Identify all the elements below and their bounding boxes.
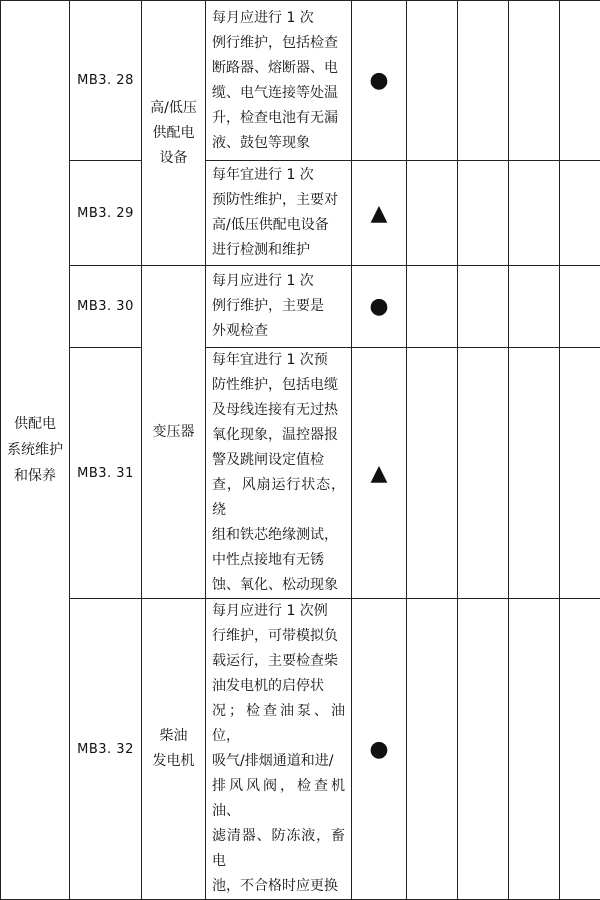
description-cell xyxy=(206,161,352,266)
description-line: 升，检查电池有无漏 xyxy=(212,106,345,131)
description-line: 况；检查油泵、油位， xyxy=(212,699,345,749)
item-code: MB3. 31 xyxy=(70,348,142,599)
description-line: 断路器、熔断器、电 xyxy=(212,56,345,81)
description-cell xyxy=(206,599,352,900)
description-cell xyxy=(206,1,352,161)
description-line: 组和铁芯绝缘测试， xyxy=(212,523,345,548)
item-code: MB3. 29 xyxy=(70,161,142,266)
description-line: 中性点接地有无锈 xyxy=(212,548,345,573)
description-line: 油发电机的启停状 xyxy=(212,674,345,699)
description-line: 吸气/排烟通道和进/ xyxy=(212,749,345,774)
recommended-mark: ▲ xyxy=(352,348,407,599)
description-line: 高/低压供配电设备 xyxy=(212,213,345,238)
description-line: 预防性维护，主要对 xyxy=(212,188,345,213)
table-row xyxy=(1,348,600,599)
description-line: 查，风扇运行状态，绕 xyxy=(212,473,345,523)
description-line: 每年宜进行 1 次 xyxy=(212,163,345,188)
description-line: 每月应进行 1 次 xyxy=(212,269,345,294)
description-line: 蚀、氧化、松动现象 xyxy=(212,573,345,598)
empty-cell xyxy=(407,1,458,161)
item-code: MB3. 30 xyxy=(70,266,142,348)
empty-cell xyxy=(407,266,458,348)
description-line: 载运行，主要检查柴 xyxy=(212,649,345,674)
description-line: 池，不合格时应更换 xyxy=(212,874,345,899)
table-row xyxy=(1,599,600,900)
device-cell xyxy=(142,266,206,599)
empty-cell xyxy=(509,1,560,161)
empty-cell xyxy=(458,348,509,599)
description-line: 滤清器、防冻液，畜电 xyxy=(212,824,345,874)
category-cell xyxy=(1,1,70,900)
empty-cell xyxy=(458,161,509,266)
description-line: 每年宜进行 1 次预 xyxy=(212,348,345,373)
empty-cell xyxy=(458,266,509,348)
empty-cell xyxy=(458,1,509,161)
description-line: 防性维护，包括电缆 xyxy=(212,373,345,398)
table-row xyxy=(1,266,600,348)
empty-cell xyxy=(560,599,600,900)
description-line: 进行检测和维护 xyxy=(212,238,345,263)
mandatory-mark: ● xyxy=(352,266,407,348)
description-line: 警及跳闸设定值检 xyxy=(212,448,345,473)
empty-cell xyxy=(509,161,560,266)
device-cell xyxy=(142,599,206,900)
mandatory-mark: ● xyxy=(352,1,407,161)
empty-cell xyxy=(560,266,600,348)
description-line: 及母线连接有无过热 xyxy=(212,398,345,423)
description-cell xyxy=(206,266,352,348)
item-code: MB3. 28 xyxy=(70,1,142,161)
recommended-mark: ▲ xyxy=(352,161,407,266)
device-cell xyxy=(142,1,206,266)
empty-cell xyxy=(407,599,458,900)
item-code: MB3. 32 xyxy=(70,599,142,900)
empty-cell xyxy=(509,348,560,599)
empty-cell xyxy=(407,161,458,266)
table-row xyxy=(1,1,600,161)
empty-cell xyxy=(509,266,560,348)
empty-cell xyxy=(560,161,600,266)
description-line: 例行维护，包括检查 xyxy=(212,31,345,56)
description-line: 例行维护，主要是 xyxy=(212,294,345,319)
empty-cell xyxy=(509,599,560,900)
description-line: 外观检查 xyxy=(212,319,345,344)
table-row xyxy=(1,161,600,266)
device-label: 柴油 发电机 xyxy=(153,728,195,769)
description-line: 行维护，可带模拟负 xyxy=(212,624,345,649)
description-line: 每月应进行 1 次 xyxy=(212,6,345,31)
device-label: 高/低压 供配电 设备 xyxy=(150,100,197,166)
empty-cell xyxy=(560,1,600,161)
mandatory-mark: ● xyxy=(352,599,407,900)
description-cell xyxy=(206,348,352,599)
description-line: 氧化现象，温控器报 xyxy=(212,423,345,448)
description-line: 缆、电气连接等处温 xyxy=(212,81,345,106)
device-label: 变压器 xyxy=(153,424,195,440)
empty-cell xyxy=(458,599,509,900)
description-line: 液、鼓包等现象 xyxy=(212,131,345,156)
description-line: 排风风阀，检查机油、 xyxy=(212,774,345,824)
empty-cell xyxy=(407,348,458,599)
empty-cell xyxy=(560,348,600,599)
category-label: 供配电 系统维护 和保养 xyxy=(7,416,63,484)
description-line: 每月应进行 1 次例 xyxy=(212,599,345,624)
